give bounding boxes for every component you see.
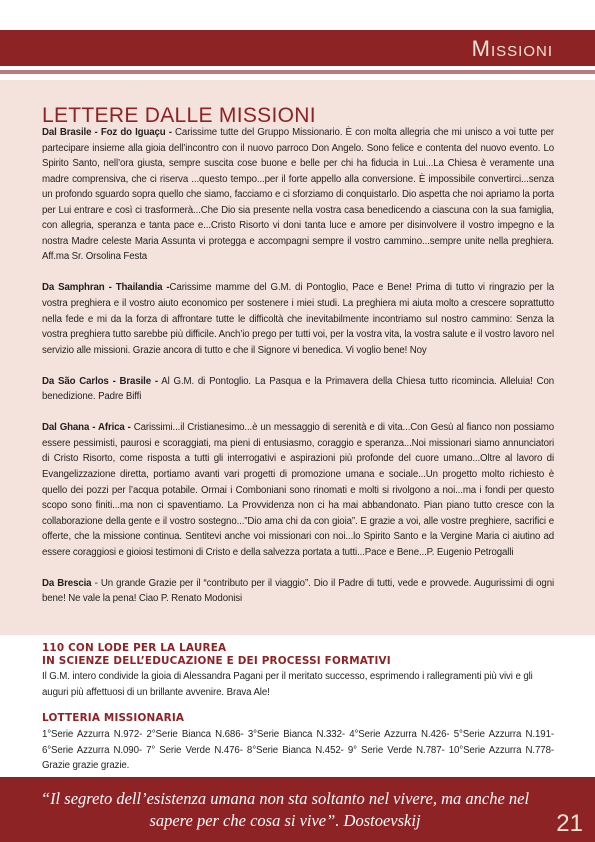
header-divider bbox=[0, 70, 595, 74]
letter-ghana bbox=[42, 420, 554, 560]
letter-body: Carissimi...il Cristianesimo...è un messaggio di serenità e di vita...Con Gesù al fianco non possiamo essere pessimisti, paurosi e scoraggiati, ma pieni di entusiasmo, coraggio e speranza...Noi missionari siamo annunciatori di Cristo Risorto, come risposta a tutti gli interrogativi e aspirazioni più profonde del cuore umano...Oltre al lavoro di Evangelizzazione diretta, portiamo avanti vari progetti di promozione umana e sociale...Un progetto molto richiesto è quello dei pozzi per l’acqua potabile. Ormai i Comboniani sono rinomati e molti si rivolgono a noi...ma i fondi per questo scopo sono finiti...ma non ci spaventiamo. La Provvidenza non ci ha mai abbandonato. Pian piano tutto cresce con la collaborazione della gente e il vostro sostegno...”Dio ama chi da con gioia”. E grazie a voi, alle vostre preghiere, sacrifici e offerte, che la missione continua. Sentitevi anche voi missionari con noi...lo Spirito Santo e la Vergine Maria ci aiutino ad essere coraggiosi e gioiosi testimoni di Cristo e della salvezza portata a tutti...Pace e Bene...P. Eugenio Petrogalli bbox=[42, 422, 554, 558]
letter-thailandia bbox=[42, 280, 554, 358]
letter-sender: Da Samphran - Thailandia - bbox=[42, 282, 170, 294]
footer-quote: “Il segreto dell’esistenza umana non sta soltanto nel vivere, ma anche nel sapere per che cosa si vive”. Dostoevskij bbox=[40, 789, 530, 830]
letter-brescia bbox=[42, 576, 554, 607]
laurea-heading-line2: IN SCIENZE DELL’EDUCAZIONE E DEI PROCESSI FORMATIVI bbox=[42, 655, 391, 667]
laurea-text: Il G.M. intero condivide la gioia di Alessandra Pagani per il meritato successo, esprimendo i rallegramenti più vivi e gli auguri più affettuosi di un brillante avvenire. Brava Ale! bbox=[42, 671, 533, 698]
lotteria-section bbox=[42, 712, 554, 774]
section-title-missioni: Missioni bbox=[471, 36, 553, 61]
letter-sender: Da São Carlos - Brasile - bbox=[42, 375, 158, 387]
letter-body: - Un grande Grazie per il “contributo per il viaggio”. Dio il Padre di tutti, vede e provvede. Augurissimi di ogni bene! Ne vale la pena! Ciao P. Renato Modonisi bbox=[42, 577, 555, 605]
lotteria-results: 1°Serie Azzurra N.972- 2°Serie Bianca N.686- 3°Serie Bianca N.332- 4°Serie Azzurra N.426- 5°Serie Azzurra N.191- 6°Serie Azzurra N.090- 7° Serie Verde N.476- 8°Serie Bianca N.452- 9° Serie Verde N.787- 10°Serie Azzurra N.778- Grazie grazie grazie. bbox=[42, 729, 554, 771]
letter-body: Carissime tutte del Gruppo Missionario. È con molta allegria che mi unisco a voi tutte per partecipare insieme alla gioia dell’incontro con il nuovo parroco Don Angelo. Sono felice e contenta del nuovo evento. Lo Spirito Santo, nell’ora giusta, sempre suscita cose buone e belle per chi ha fiducia in Lui...La Chiesa è veramente una madre comprensiva, che ci riserva ...questo tempo...per il forte appello alla conversione. È impossibile convertirci...senza un profondo sguardo sopra quello che siamo, facciamo e ci sforziamo di conquistarlo. Dio aspetta che noi apriamo la porta per Lui entrare e così ci trasformerà...Che Dio sia presente nella vostra casa benedicendo a ciascuna con la sua famiglia, con allegria, speranza e tanta pace e...Cristo Risorto vi doni tanta luce e amore per disinvolvere il vostro impegno e la nostra Madre celeste Maria Assunta vi protegga e accompagni sempre il vostro cammino...sempre unite nella preghiera. Aff.ma Sr. Orsolina Festa bbox=[42, 127, 554, 263]
letter-sender: Dal Brasile - Foz do Iguaçu - bbox=[42, 127, 172, 138]
letter-brasile bbox=[42, 125, 554, 265]
letter-body: Al G.M. di Pontoglio. La Pasqua e la Primavera della Chiesa tutto ricomincia. Alleluia! Con benedizione. Padre Biffi bbox=[42, 375, 554, 403]
page-title: LETTERE DALLE MISSIONI bbox=[42, 104, 316, 127]
lotteria-heading: LOTTERIA MISSIONARIA bbox=[42, 712, 185, 724]
letters-list bbox=[42, 125, 554, 623]
page-number: 21 bbox=[556, 810, 583, 837]
letter-sender: Da Brescia bbox=[42, 577, 92, 589]
letter-sao-carlos bbox=[42, 374, 554, 405]
letter-sender: Dal Ghana - Africa - bbox=[42, 422, 131, 434]
letter-body: Carissime mamme del G.M. di Pontoglio, Pace e Bene! Prima di tutto vi ringrazio per la vostra preghiera e il vostro aiuto economico per sostenere i miei studi. La preghiera mi aiuta molto a crescere soprattutto nella fede e mi da la forza di affrontare tutte le difficoltà che inevitabilmente incontriamo sul nostro cammino: Senza la vostra preghiera tutto sarebbe più difficile. Anch’io prego per tutti voi, per la vostra vita, la vostra salute e il vostro lavoro nel servizio alle missioni. Grazie ancora di tutto e che il Signore vi benedica. Vi voglio bene! Noy bbox=[42, 282, 554, 356]
laurea-section bbox=[42, 642, 554, 700]
laurea-heading-line1: 110 CON LODE PER LA LAUREA bbox=[42, 642, 227, 654]
